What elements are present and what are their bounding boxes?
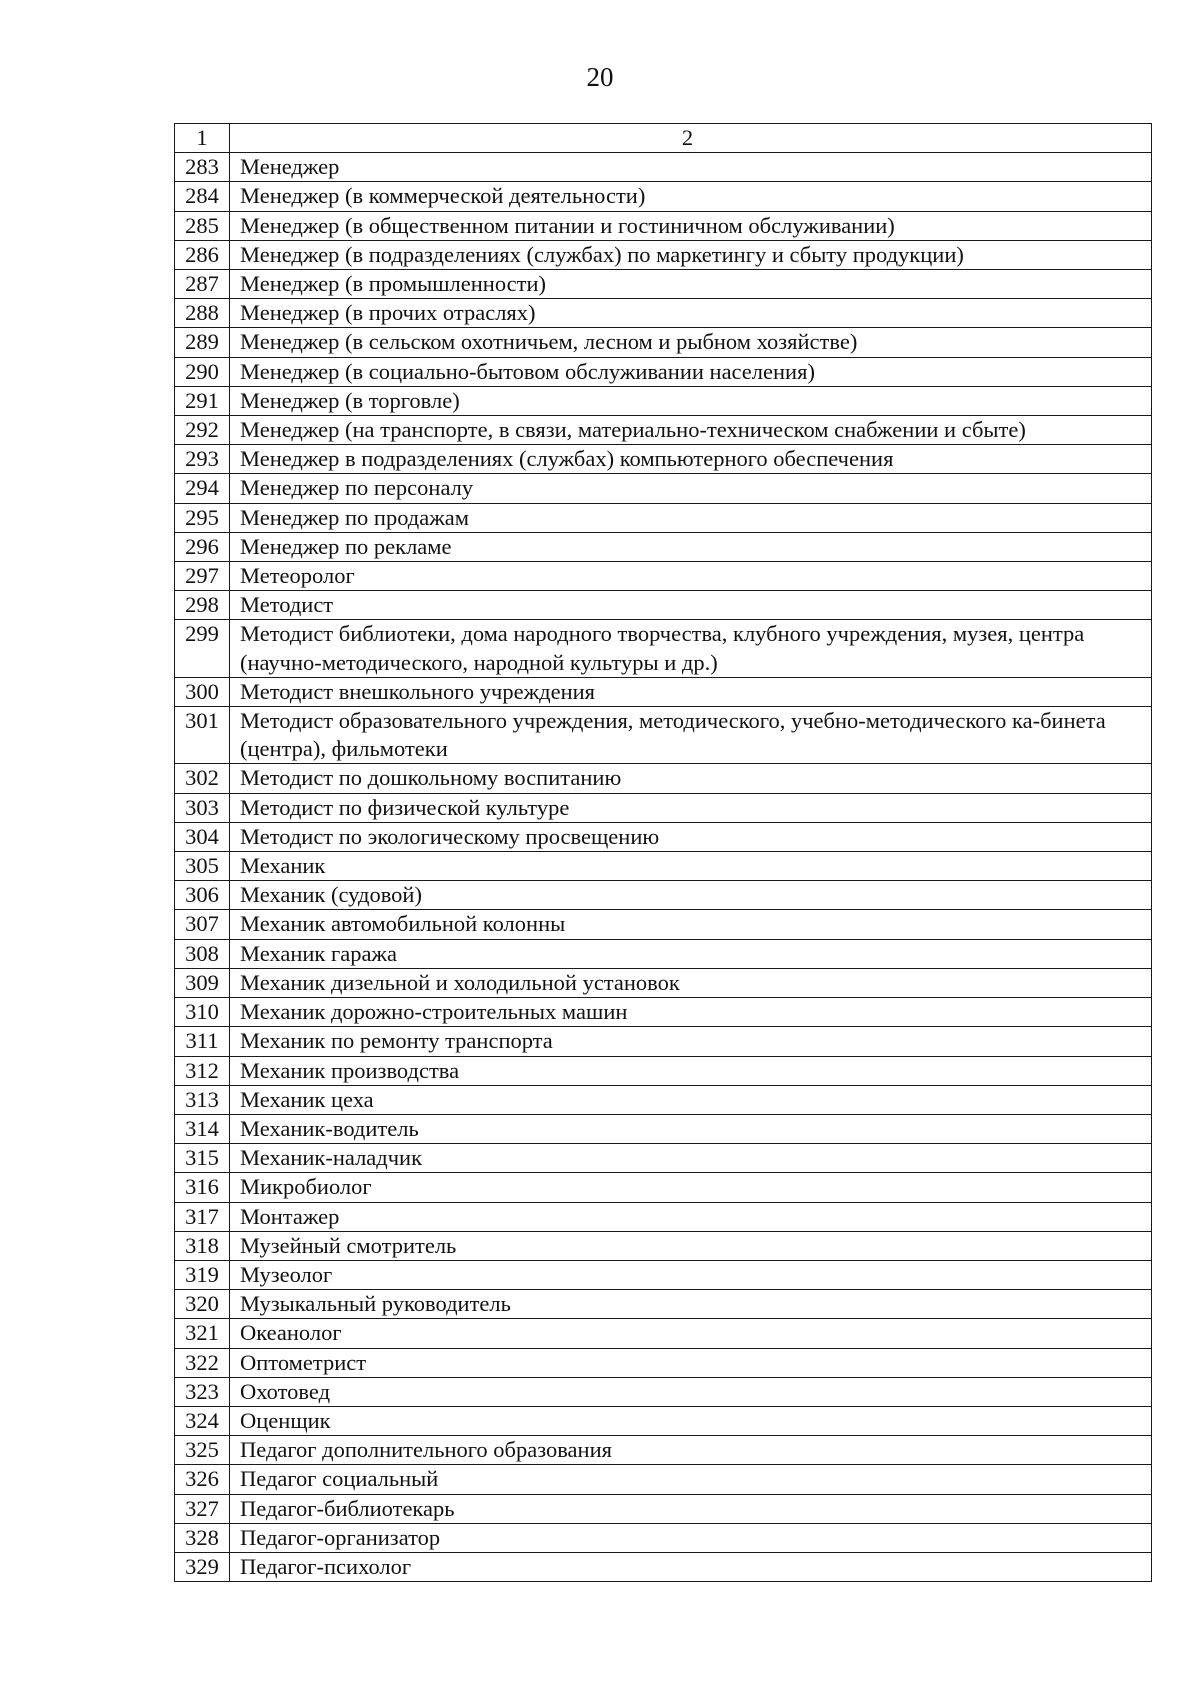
row-title: Механик <box>230 852 1152 881</box>
table-row <box>175 562 1152 591</box>
row-number: 293 <box>175 445 230 474</box>
row-number: 295 <box>175 503 230 532</box>
table-row <box>175 1144 1152 1173</box>
row-title: Менеджер (в промышленности) <box>230 270 1152 299</box>
row-title: Механик-водитель <box>230 1114 1152 1143</box>
row-title: Музейный смотритель <box>230 1231 1152 1260</box>
row-number: 324 <box>175 1406 230 1435</box>
row-number: 296 <box>175 532 230 561</box>
row-number: 314 <box>175 1114 230 1143</box>
table-row <box>175 474 1152 503</box>
row-number: 285 <box>175 211 230 240</box>
table-row <box>175 1436 1152 1465</box>
row-title: Механик-наладчик <box>230 1144 1152 1173</box>
row-title: Оптометрист <box>230 1348 1152 1377</box>
row-title: Педагог социальный <box>230 1465 1152 1494</box>
row-number: 327 <box>175 1494 230 1523</box>
header-col-2: 2 <box>230 124 1152 153</box>
row-number: 304 <box>175 822 230 851</box>
table-row <box>175 910 1152 939</box>
table-row <box>175 211 1152 240</box>
table-body <box>175 124 1152 1582</box>
table-row <box>175 881 1152 910</box>
table-row <box>175 1406 1152 1435</box>
row-number: 326 <box>175 1465 230 1494</box>
row-title: Менеджер (в подразделениях (службах) по маркетингу и сбыту продукции) <box>230 240 1152 269</box>
row-number: 294 <box>175 474 230 503</box>
table-row <box>175 852 1152 881</box>
table-row <box>175 299 1152 328</box>
table-row <box>175 445 1152 474</box>
row-title: Механик дорожно-строительных машин <box>230 998 1152 1027</box>
table-row <box>175 764 1152 793</box>
table-row <box>175 1056 1152 1085</box>
table-row <box>175 1231 1152 1260</box>
row-title: Музеолог <box>230 1260 1152 1289</box>
row-number: 323 <box>175 1377 230 1406</box>
row-title: Механик гаража <box>230 939 1152 968</box>
row-number: 329 <box>175 1552 230 1581</box>
row-title: Методист по дошкольному воспитанию <box>230 764 1152 793</box>
table-row <box>175 968 1152 997</box>
row-number: 297 <box>175 562 230 591</box>
row-title: Методист <box>230 591 1152 620</box>
row-title: Менеджер по персоналу <box>230 474 1152 503</box>
row-title: Механик дизельной и холодильной установок <box>230 968 1152 997</box>
table-row <box>175 416 1152 445</box>
table-row <box>175 1319 1152 1348</box>
table-row <box>175 1173 1152 1202</box>
row-title: Океанолог <box>230 1319 1152 1348</box>
row-title: Менеджер (в общественном питании и гостиничном обслуживании) <box>230 211 1152 240</box>
table-row <box>175 1552 1152 1581</box>
row-number: 289 <box>175 328 230 357</box>
row-number: 311 <box>175 1027 230 1056</box>
row-title: Механик по ремонту транспорта <box>230 1027 1152 1056</box>
row-number: 310 <box>175 998 230 1027</box>
row-title: Менеджер (в коммерческой деятельности) <box>230 182 1152 211</box>
row-title: Охотовед <box>230 1377 1152 1406</box>
table-row <box>175 1260 1152 1289</box>
table-row <box>175 386 1152 415</box>
row-title: Микробиолог <box>230 1173 1152 1202</box>
row-number: 288 <box>175 299 230 328</box>
row-number: 319 <box>175 1260 230 1289</box>
table-row <box>175 1348 1152 1377</box>
row-number: 322 <box>175 1348 230 1377</box>
table-row <box>175 503 1152 532</box>
row-number: 317 <box>175 1202 230 1231</box>
row-title: Методист по физической культуре <box>230 793 1152 822</box>
row-title: Механик цеха <box>230 1085 1152 1114</box>
row-number: 291 <box>175 386 230 415</box>
row-number: 308 <box>175 939 230 968</box>
row-title: Педагог дополнительного образования <box>230 1436 1152 1465</box>
row-number: 328 <box>175 1523 230 1552</box>
table-row <box>175 532 1152 561</box>
row-title: Менеджер (в торговле) <box>230 386 1152 415</box>
table-row <box>175 1027 1152 1056</box>
row-number: 292 <box>175 416 230 445</box>
row-title: Менеджер (в социально-бытовом обслуживании населения) <box>230 357 1152 386</box>
table-row <box>175 793 1152 822</box>
professions-table <box>174 123 1152 1582</box>
table-row <box>175 182 1152 211</box>
table-row <box>175 153 1152 182</box>
table-row <box>175 270 1152 299</box>
table-row <box>175 998 1152 1027</box>
row-title: Менеджер в подразделениях (службах) компьютерного обеспечения <box>230 445 1152 474</box>
row-title: Менеджер по рекламе <box>230 532 1152 561</box>
row-number: 312 <box>175 1056 230 1085</box>
row-number: 300 <box>175 677 230 706</box>
row-number: 303 <box>175 793 230 822</box>
row-number: 315 <box>175 1144 230 1173</box>
row-number: 309 <box>175 968 230 997</box>
row-title: Метеоролог <box>230 562 1152 591</box>
row-number: 301 <box>175 707 230 764</box>
table-row <box>175 822 1152 851</box>
table-row <box>175 357 1152 386</box>
row-title: Педагог-библиотекарь <box>230 1494 1152 1523</box>
row-number: 318 <box>175 1231 230 1260</box>
table-row <box>175 939 1152 968</box>
row-title: Музыкальный руководитель <box>230 1290 1152 1319</box>
row-number: 306 <box>175 881 230 910</box>
row-number: 284 <box>175 182 230 211</box>
row-number: 320 <box>175 1290 230 1319</box>
row-number: 283 <box>175 153 230 182</box>
row-title: Механик (судовой) <box>230 881 1152 910</box>
row-title: Механик автомобильной колонны <box>230 910 1152 939</box>
row-title: Методист по экологическому просвещению <box>230 822 1152 851</box>
row-number: 305 <box>175 852 230 881</box>
row-title: Менеджер (в сельском охотничьем, лесном и рыбном хозяйстве) <box>230 328 1152 357</box>
row-number: 290 <box>175 357 230 386</box>
table-row <box>175 707 1152 764</box>
row-title: Методист библиотеки, дома народного творчества, клубного учреждения, музея, центра (научно-методического, народной культуры и др.) <box>230 620 1152 677</box>
page-number: 20 <box>586 62 614 92</box>
row-number: 302 <box>175 764 230 793</box>
row-title: Менеджер (на транспорте, в связи, материально-техническом снабжении и сбыте) <box>230 416 1152 445</box>
table-row <box>175 1290 1152 1319</box>
row-number: 307 <box>175 910 230 939</box>
table-row <box>175 677 1152 706</box>
row-title: Методист внешкольного учреждения <box>230 677 1152 706</box>
table-row <box>175 1202 1152 1231</box>
table-row <box>175 240 1152 269</box>
table-row <box>175 1523 1152 1552</box>
row-number: 287 <box>175 270 230 299</box>
row-title: Методист образовательного учреждения, методического, учебно-методического ка-бинета (центра), фильмотеки <box>230 707 1152 764</box>
row-title: Менеджер (в прочих отраслях) <box>230 299 1152 328</box>
row-title: Менеджер по продажам <box>230 503 1152 532</box>
row-title: Менеджер <box>230 153 1152 182</box>
table-row <box>175 620 1152 677</box>
table-row <box>175 591 1152 620</box>
row-title: Педагог-психолог <box>230 1552 1152 1581</box>
row-title: Механик производства <box>230 1056 1152 1085</box>
row-number: 321 <box>175 1319 230 1348</box>
row-number: 313 <box>175 1085 230 1114</box>
row-number: 298 <box>175 591 230 620</box>
row-title: Педагог-организатор <box>230 1523 1152 1552</box>
row-title: Монтажер <box>230 1202 1152 1231</box>
row-title: Оценщик <box>230 1406 1152 1435</box>
row-number: 286 <box>175 240 230 269</box>
table-row <box>175 1494 1152 1523</box>
table-row <box>175 1085 1152 1114</box>
row-number: 325 <box>175 1436 230 1465</box>
row-number: 316 <box>175 1173 230 1202</box>
table-row <box>175 1377 1152 1406</box>
header-col-1: 1 <box>175 124 230 153</box>
table-row <box>175 1114 1152 1143</box>
table-row <box>175 1465 1152 1494</box>
table-row <box>175 328 1152 357</box>
table-header-row <box>175 124 1152 153</box>
row-number: 299 <box>175 620 230 677</box>
